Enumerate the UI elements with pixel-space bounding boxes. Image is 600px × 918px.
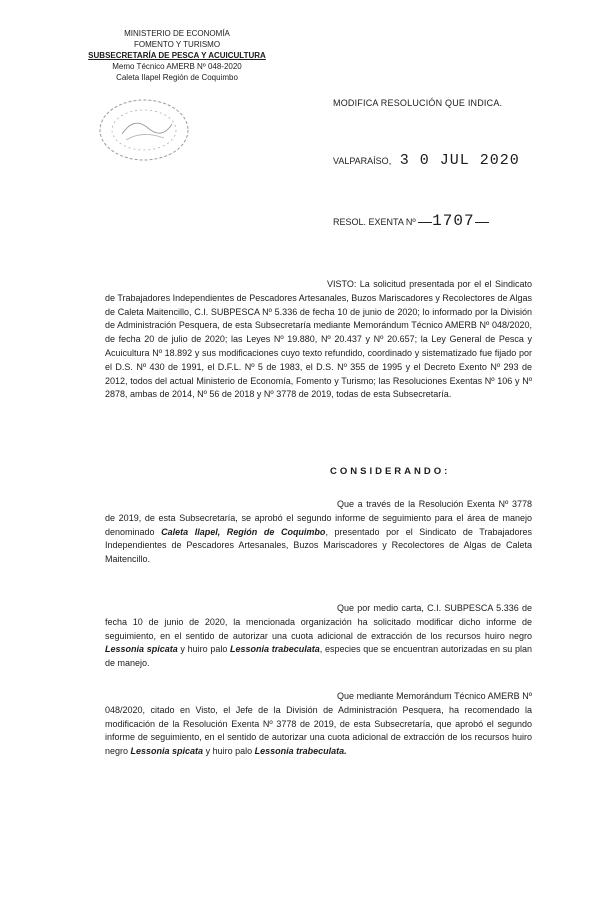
- resolution-number: 1707: [432, 212, 475, 230]
- subsecretaria-name: SUBSECRETARÍA DE PESCA Y ACUICULTURA: [88, 51, 266, 60]
- visto-paragraph: VISTO: La solicitud presentada por el el Sindicato de Trabajadores Independientes de Pescadores Artesanales, Buzos Mariscadores y Recolectores de Algas de Caleta Maitencillo, C.I. SUBPESCA Nº 5.336 de fecha 10 de junio de 2020; lo informado por la División de Administración Pesquera, de esta Subsecretaría mediante Memorándum Técnico AMERB Nº 048/2020, de fecha 20 de julio de 2020; las Leyes Nº 19.880, Nº 20.437 y Nº 20.657; la Ley General de Pesca y Acuicultura Nº 18.892 y sus modificaciones cuyo texto refundido, coordinado y sistematizado fue fijado por el D.S. Nº 430 de 1991, el D.F.L. Nº 5 de 1983, el D.S. Nº 355 de 1995 y el Decreto Exento Nº 293 de 2012, todos del actual Ministerio de Economía, Fomento y Turismo; las Resoluciones Exentas Nº 106 y Nº 2878, ambas de 2014, Nº 56 de 2018 y Nº 3778 de 2019, todas de esta Subsecretaría.: [105, 279, 532, 400]
- date-line: [333, 152, 520, 169]
- letterhead: [72, 28, 282, 83]
- area-name: Caleta Ilapel, Región de Coquimbo: [161, 526, 326, 537]
- date-stamp: 3 0 JUL 2020: [399, 152, 520, 169]
- location-reference: Caleta Ilapel Región de Coquimbo: [116, 73, 238, 82]
- resolution-line: [333, 212, 489, 230]
- considerando-paragraph-3: Que mediante Memorándum Técnico AMERB Nº 048/2020, citado en Visto, el Jefe de la División de Administración Pesquera, ha recomendado la modificación de la Resolución Exenta Nº 3778 de 2019, de esta Subsecretaría, que aprobó el segundo informe de seguimiento, en el sentido de autorizar una cuota adicional de extracción de los recursos huiro negro Lessonia spicata y huiro palo Lessonia trabeculata.: [105, 691, 532, 757]
- species-name: Lessonia spicata: [105, 644, 178, 655]
- species-name: Lessonia trabeculata.: [254, 746, 347, 757]
- ministry-subtitle: FOMENTO Y TURISMO: [133, 40, 221, 49]
- resolution-label: RESOL. EXENTA Nº: [333, 217, 416, 227]
- document-title: MODIFICA RESOLUCIÓN QUE INDICA.: [333, 98, 503, 108]
- species-name: Lessonia trabeculata: [230, 644, 320, 655]
- memo-reference: Memo Técnico AMERB Nº 048-2020: [112, 62, 242, 71]
- species-name: Lessonia spicata: [130, 746, 204, 757]
- considerando-heading: CONSIDERANDO:: [330, 466, 451, 477]
- city-label: VALPARAÍSO,: [333, 156, 392, 166]
- considerando-paragraph-2: Que por medio carta, C.I. SUBPESCA 5.336 de fecha 10 de junio de 2020, la mencionada organización ha solicitado modificar dicho informe de seguimiento, en el sentido de autorizar una cuota adicional de extracción de los recursos huiro negro Lessonia spicata y huiro palo Lessonia trabeculata, especies que se encuentran autorizadas en su plan de manejo.: [105, 603, 532, 669]
- official-stamp-icon: [92, 94, 202, 166]
- considerando-paragraph-1: Que a través de la Resolución Exenta Nº 3778 de 2019, de esta Subsecretaría, se aprobó el segundo informe de seguimiento para el área de manejo denominado Caleta Ilapel, Región de Coquimbo, presentado por el Sindicato de Trabajadores Independientes de Pescadores Artesanales, Buzos Mariscadores y Recolectores de Algas de Caleta Maitencillo.: [105, 499, 532, 565]
- ministry-name: MINISTERIO DE ECONOMÍA: [124, 29, 230, 38]
